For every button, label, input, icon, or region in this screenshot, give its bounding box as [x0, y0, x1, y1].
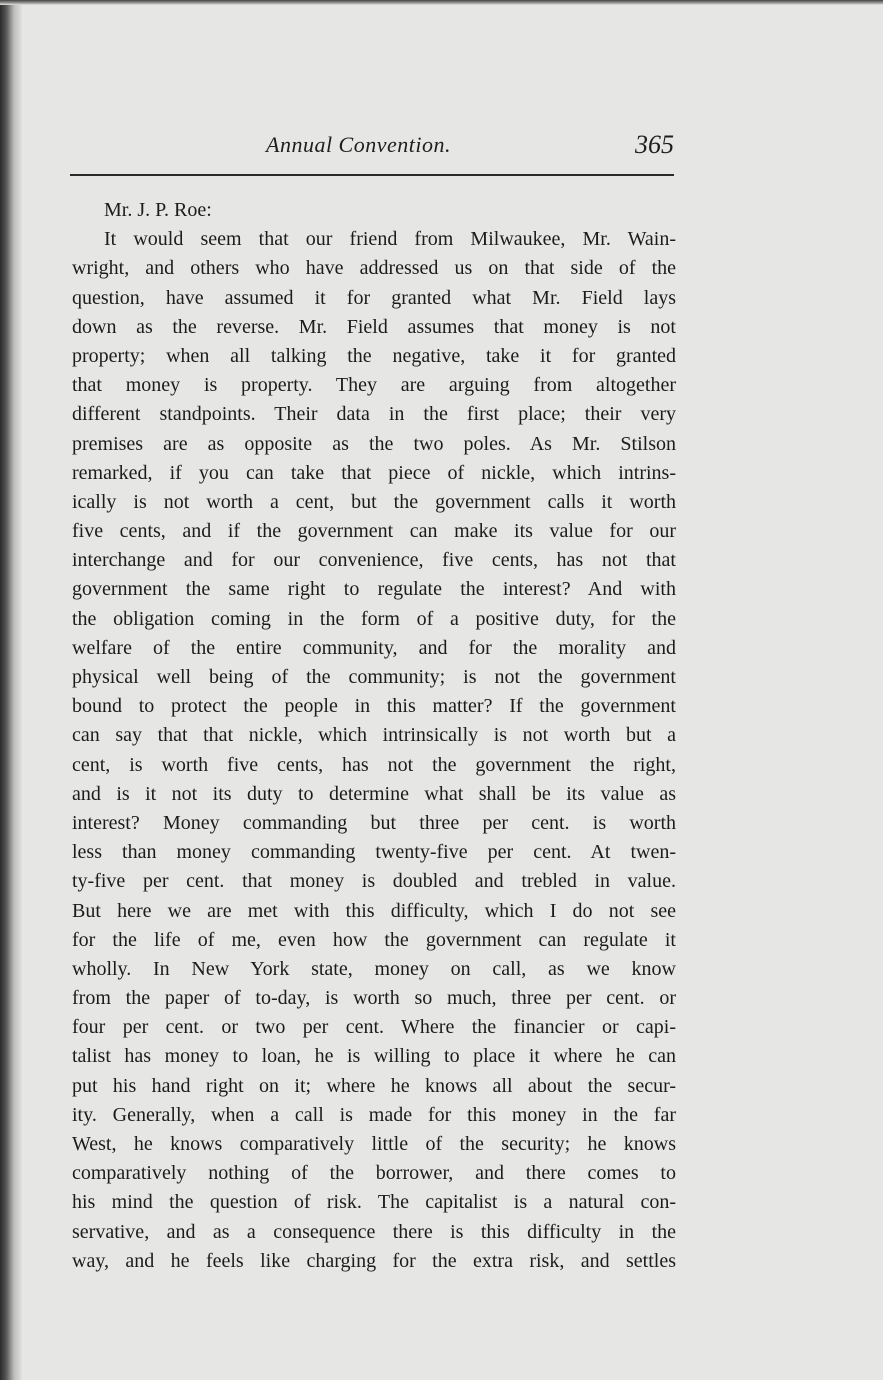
text-line: and is it not its duty to determine what shall be its value as — [72, 782, 676, 805]
text-line: from the paper of to-day, is worth so much, three per cent. or — [72, 987, 676, 1010]
text-line: premises are as opposite as the two poles. As Mr. Stilson — [72, 432, 676, 455]
text-line: ty-five per cent. that money is doubled and trebled in value. — [72, 870, 676, 893]
text-line: wholly. In New York state, money on call, as we know — [72, 957, 676, 980]
text-line: talist has money to loan, he is willing to place it where he can — [72, 1045, 676, 1068]
running-title: Annual Convention. — [266, 132, 451, 157]
text-line: West, he knows comparatively little of the security; he knows — [72, 1133, 676, 1155]
text-line: put his hand right on it; where he knows all about the secur- — [72, 1074, 676, 1097]
page-number: 365 — [635, 130, 674, 159]
text-line: interchange and for our convenience, five cents, has not that — [72, 549, 676, 572]
text-line: remarked, if you can take that piece of nickle, which intrins- — [72, 461, 676, 484]
text-line: different standpoints. Their data in the first place; their very — [72, 403, 676, 426]
text-line: his mind the question of risk. The capitalist is a natural con- — [72, 1191, 676, 1214]
running-header — [70, 128, 674, 162]
text-line: way, and he feels like charging for the extra risk, and settles — [72, 1249, 676, 1272]
text-line: comparatively nothing of the borrower, and there comes to — [72, 1162, 676, 1185]
text-line: down as the reverse. Mr. Field assumes that money is not — [72, 315, 676, 338]
text-line: cent, is worth five cents, has not the government the right, — [72, 753, 676, 776]
text-line: question, have assumed it for granted what Mr. Field lays — [72, 286, 676, 309]
text-line: It would seem that our friend from Milwaukee, Mr. Wain- — [104, 228, 676, 251]
header-rule — [70, 174, 674, 176]
speaker-name: Mr. J. P. Roe: — [104, 199, 212, 221]
text-line: four per cent. or two per cent. Where the financier or capi- — [72, 1016, 676, 1039]
text-line: five cents, and if the government can make its value for our — [72, 520, 676, 543]
text-line: property; when all talking the negative, take it for granted — [72, 344, 676, 367]
text-line: that money is property. They are arguing from altogether — [72, 374, 676, 397]
body-text — [72, 196, 676, 1276]
text-line: servative, and as a consequence there is this difficulty in the — [72, 1220, 676, 1243]
text-line: government the same right to regulate the interest? And with — [72, 578, 676, 601]
text-line: less than money commanding twenty-five per cent. At twen- — [72, 841, 676, 864]
paragraph — [72, 225, 676, 1276]
text-line: interest? Money commanding but three per cent. is worth — [72, 811, 676, 834]
text-line: the obligation coming in the form of a positive duty, for the — [72, 607, 676, 630]
book-binding-edge — [0, 0, 22, 1380]
text-line: welfare of the entire community, and for the morality and — [72, 636, 676, 659]
text-line: physical well being of the community; is not the government — [72, 666, 676, 688]
text-line: wright, and others who have addressed us on that side of the — [72, 257, 676, 280]
text-line: bound to protect the people in this matter? If the government — [72, 695, 676, 718]
text-line: ity. Generally, when a call is made for this money in the far — [72, 1103, 676, 1126]
text-line: can say that that nickle, which intrinsically is not worth but a — [72, 724, 676, 747]
text-line: for the life of me, even how the government can regulate it — [72, 928, 676, 951]
text-line: ically is not worth a cent, but the government calls it worth — [72, 490, 676, 513]
text-line: But here we are met with this difficulty, which I do not see — [72, 899, 676, 922]
